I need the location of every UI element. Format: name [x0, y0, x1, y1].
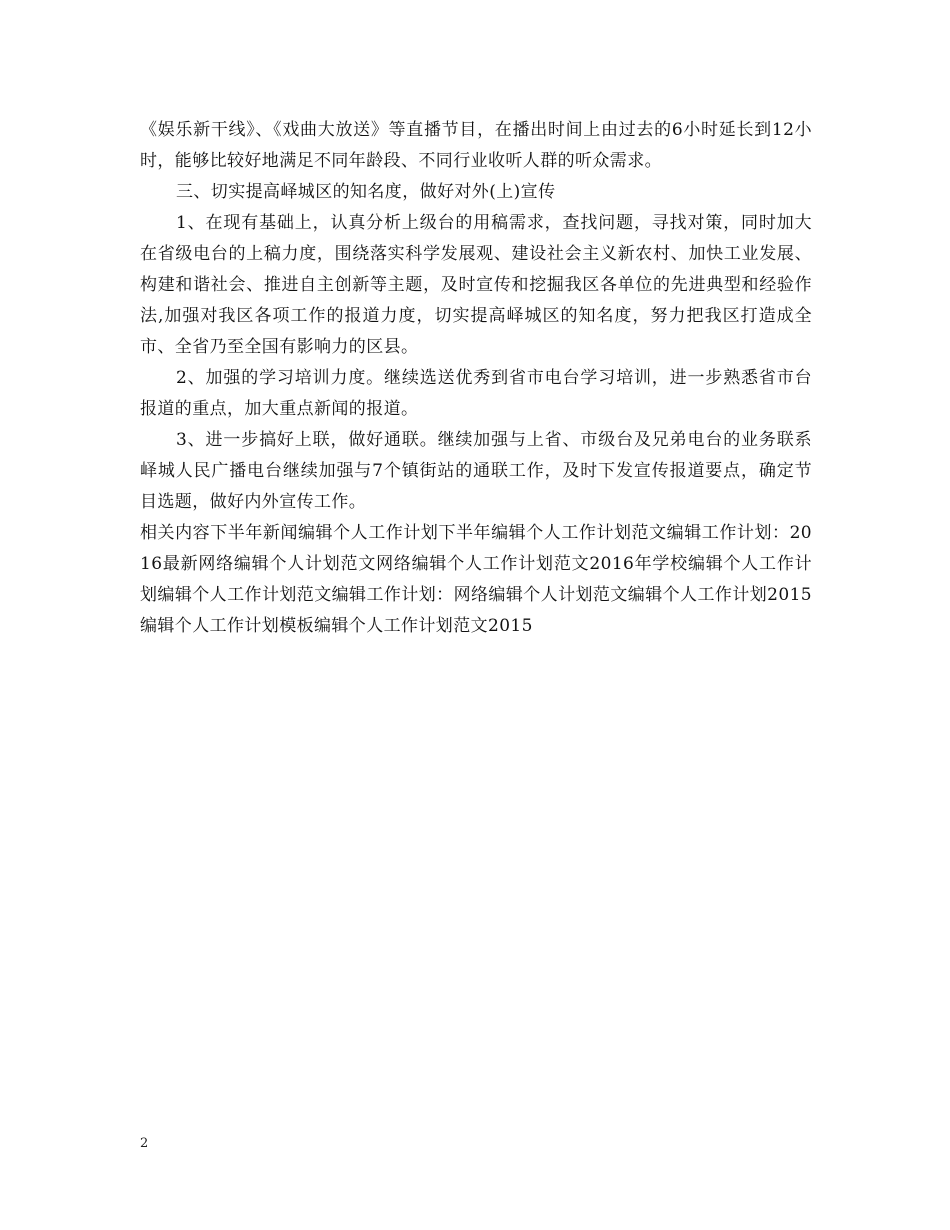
paragraph-item-3: 3、进一步搞好上联，做好通联。继续加强与上省、市级台及兄弟电台的业务联系峄城人民广播电台继续加强与7个镇街站的通联工作，及时下发宣传报道要点，确定节目选题，做好内外宣传工作。	[140, 430, 812, 512]
document-body	[140, 115, 812, 642]
paragraph-item-1: 1、在现有基础上，认真分析上级台的用稿需求，查找问题，寻找对策，同时加大在省级电台的上稿力度，围绕落实科学发展观、建设社会主义新农村、加快工业发展、构建和谐社会、推进自主创新等主题，及时宣传和挖掘我区各单位的先进典型和经验作法,加强对我区各项工作的报道力度，切实提高峄城区的知名度，努力把我区打造成全市、全省乃至全国有影响力的区县。	[140, 213, 812, 357]
related-content-paragraph: 相关内容下半年新闻编辑个人工作计划下半年编辑个人工作计划范文编辑工作计划：2016最新网络编辑个人计划范文网络编辑个人工作计划范文2016年学校编辑个人工作计划编辑个人工作计划范文编辑工作计划：网络编辑个人计划范文编辑个人工作计划2015编辑个人工作计划模板编辑个人工作计划范文2015	[140, 523, 812, 636]
page-number: 2	[140, 1136, 149, 1151]
paragraph-item-2: 2、加强的学习培训力度。继续选送优秀到省市电台学习培训，进一步熟悉省市台报道的重点，加大重点新闻的报道。	[140, 368, 812, 419]
paragraph-program-extension: 《娱乐新干线》、《戏曲大放送》等直播节目，在播出时间上由过去的6小时延长到12小时，能够比较好地满足不同年龄段、不同行业收听人群的听众需求。	[140, 120, 812, 171]
section-heading-external-publicity: 三、切实提高峄城区的知名度，做好对外(上)宣传	[176, 182, 556, 202]
